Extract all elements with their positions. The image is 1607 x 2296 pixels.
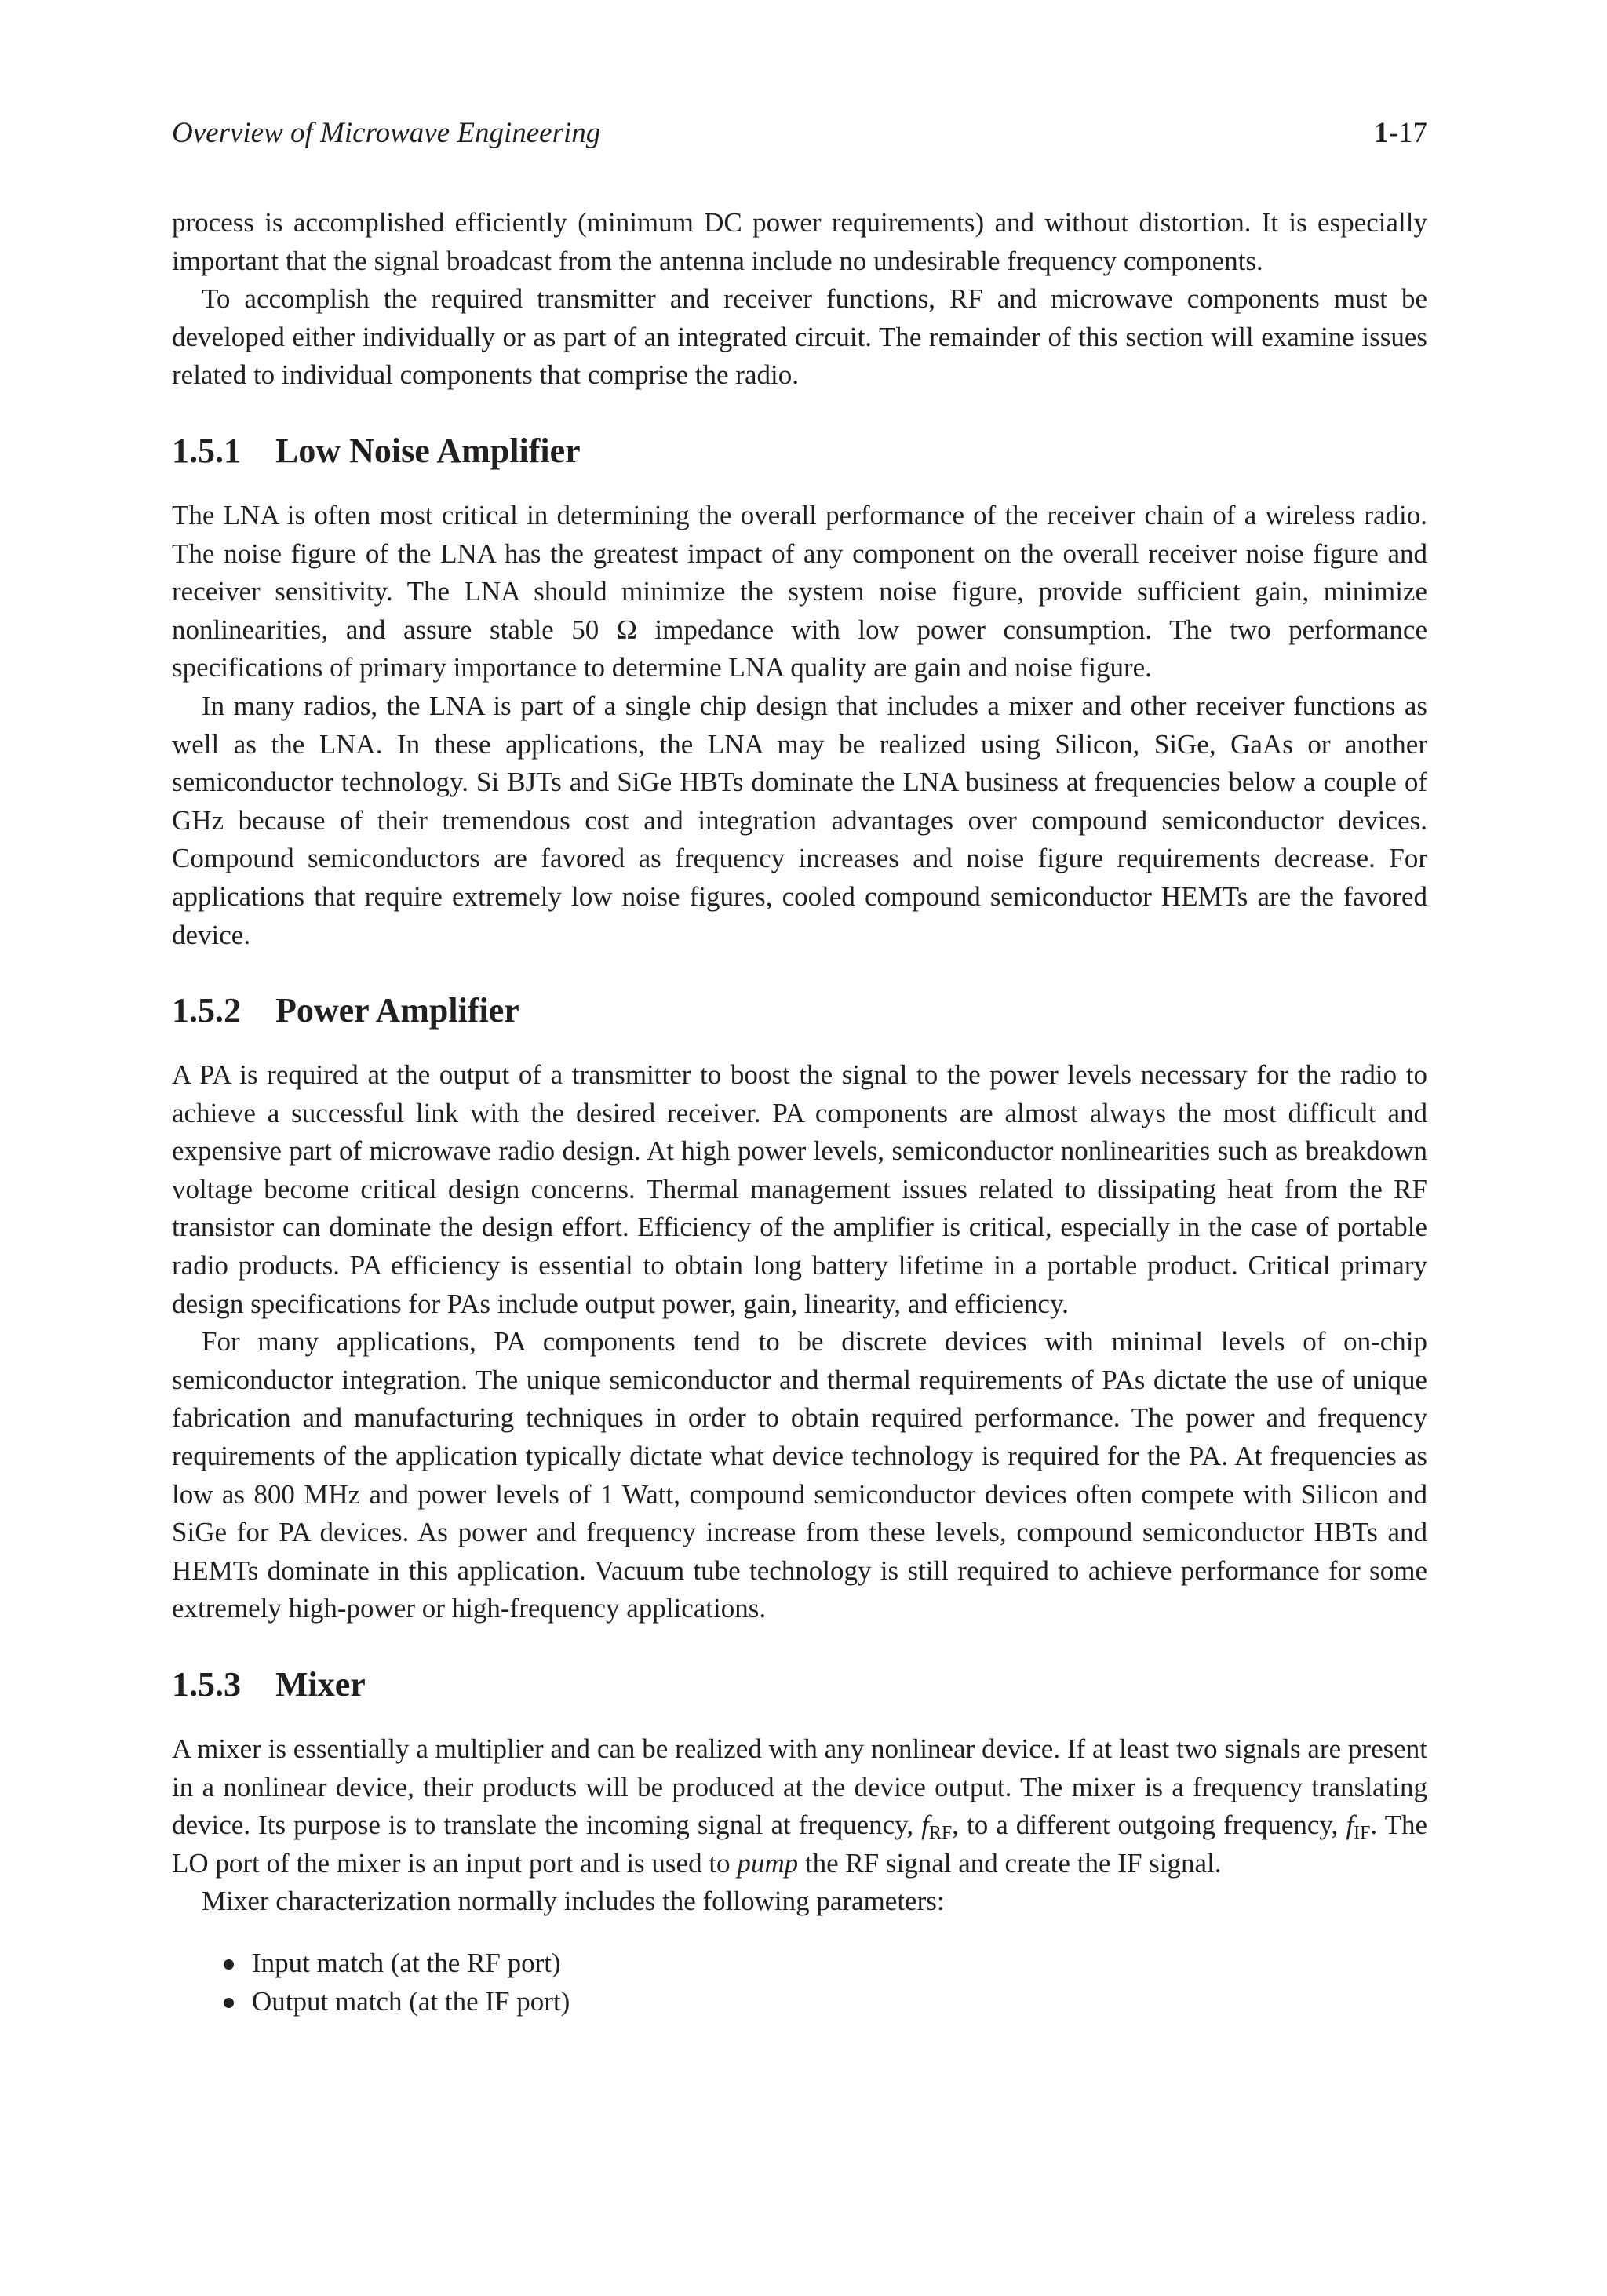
list-item bbox=[224, 1983, 1427, 2021]
page-chapter-number: 1 bbox=[1374, 117, 1389, 149]
text-run: A mixer is essentially a multiplier and can be realized with any nonlinear device. If at least two signals are present in a nonlinear device, their products will be produced at the device output. The mixer is a frequency translating device. Its purpose is to translate the incoming signal at frequency, bbox=[172, 1733, 1427, 1841]
lna-paragraph-1: The LNA is often most critical in determining the overall performance of the receiver chain of a wireless radio. The noise figure of the LNA has the greatest impact of any component on the overall receiver noise figure and receiver sensitivity. The LNA should minimize the system noise figure, provide sufficient gain, minimize nonlinearities, and assure stable 50 Ω impedance with low power consumption. The two performance specifications of primary importance to determine LNA quality are gain and noise figure. bbox=[172, 499, 1427, 683]
body-text bbox=[172, 204, 1427, 2021]
page bbox=[172, 110, 1427, 2021]
running-header bbox=[172, 110, 1427, 157]
section-number: 1.5.2 bbox=[172, 991, 241, 1030]
section-heading-pa bbox=[172, 990, 1427, 1031]
intro-paragraph-2: To accomplish the required transmitter and receiver functions, RF and microwave components must be developed either individually or as part of an integrated circuit. The remainder of this section will examine issues related to individual components that comprise the radio. bbox=[172, 283, 1427, 391]
page-number bbox=[1374, 110, 1427, 157]
text-run: the RF signal and create the IF signal. bbox=[798, 1847, 1222, 1879]
bullet-icon bbox=[224, 1959, 234, 1970]
bullet-icon bbox=[224, 1998, 234, 2008]
list-item bbox=[224, 1944, 1427, 1983]
subscript-if: IF bbox=[1354, 1823, 1371, 1844]
symbol-f-rf: f bbox=[921, 1809, 929, 1841]
section-number: 1.5.1 bbox=[172, 431, 241, 470]
symbol-f-if: f bbox=[1346, 1809, 1354, 1841]
mixer-paragraph-2: Mixer characterization normally includes the following parameters: bbox=[202, 1886, 945, 1917]
section-title: Low Noise Amplifier bbox=[275, 431, 581, 470]
list-item-text: Input match (at the RF port) bbox=[252, 1947, 561, 1978]
mixer-parameter-list bbox=[172, 1944, 1427, 2021]
section-heading-lna bbox=[172, 431, 1427, 472]
emphasis-pump: pump bbox=[737, 1847, 799, 1879]
section-heading-mixer bbox=[172, 1664, 1427, 1705]
section-title: Power Amplifier bbox=[275, 991, 519, 1030]
section-number: 1.5.3 bbox=[172, 1665, 241, 1704]
intro-paragraph-1: process is accomplished efficiently (minimum DC power requirements) and without distortion. It is especially important that the signal broadcast from the antenna include no undesirable frequency components. bbox=[172, 207, 1427, 276]
running-title: Overview of Microwave Engineering bbox=[172, 117, 601, 149]
subscript-rf: RF bbox=[928, 1823, 953, 1844]
list-item-text: Output match (at the IF port) bbox=[252, 1985, 570, 2017]
text-run: , to a different outgoing frequency, bbox=[952, 1809, 1346, 1841]
text-run: . The LO port of the mixer is an input port and is used to bbox=[172, 1809, 1427, 1879]
pa-paragraph-1: A PA is required at the output of a transmitter to boost the signal to the power levels necessary for the radio to achieve a successful link with the desired receiver. PA components are almost always the most difficult and expensive part of microwave radio design. At high power levels, semiconductor nonlinearities such as breakdown voltage become critical design concerns. Thermal management issues related to dissipating heat from the RF transistor can dominate the design effort. Efficiency of the amplifier is critical, especially in the case of portable radio products. PA efficiency is essential to obtain long battery lifetime in a portable product. Critical primary design specifications for PAs include output power, gain, linearity, and efficiency. bbox=[172, 1059, 1427, 1319]
lna-paragraph-2: In many radios, the LNA is part of a single chip design that includes a mixer and other receiver functions as well as the LNA. In these applications, the LNA may be realized using Silicon, SiGe, GaAs or another semiconductor technology. Si BJTs and SiGe HBTs dominate the LNA business at frequencies below a couple of GHz because of their tremendous cost and integration advantages over compound semiconductor devices. Compound semiconductors are favored as frequency increases and noise figure requirements decrease. For applications that require extremely low noise figures, cooled compound semiconductor HEMTs are the favored device. bbox=[172, 690, 1427, 950]
pa-paragraph-2: For many applications, PA components tend to be discrete devices with minimal levels of on-chip semiconductor integration. The unique semiconductor and thermal requirements of PAs dictate the use of unique fabrication and manufacturing techniques in order to obtain required performance. The power and frequency requirements of the application typically dictate what device technology is required for the PA. At frequencies as low as 800 MHz and power levels of 1 Watt, compound semiconductor devices often compete with Silicon and SiGe for PA devices. As power and frequency increase from these levels, compound semiconductor HBTs and HEMTs dominate in this application. Vacuum tube technology is still required to achieve performance for some extremely high-power or high-frequency applications. bbox=[172, 1326, 1427, 1624]
page-number-rest: -17 bbox=[1388, 117, 1427, 149]
mixer-paragraph-1 bbox=[172, 1730, 1427, 1882]
section-title: Mixer bbox=[275, 1665, 366, 1704]
